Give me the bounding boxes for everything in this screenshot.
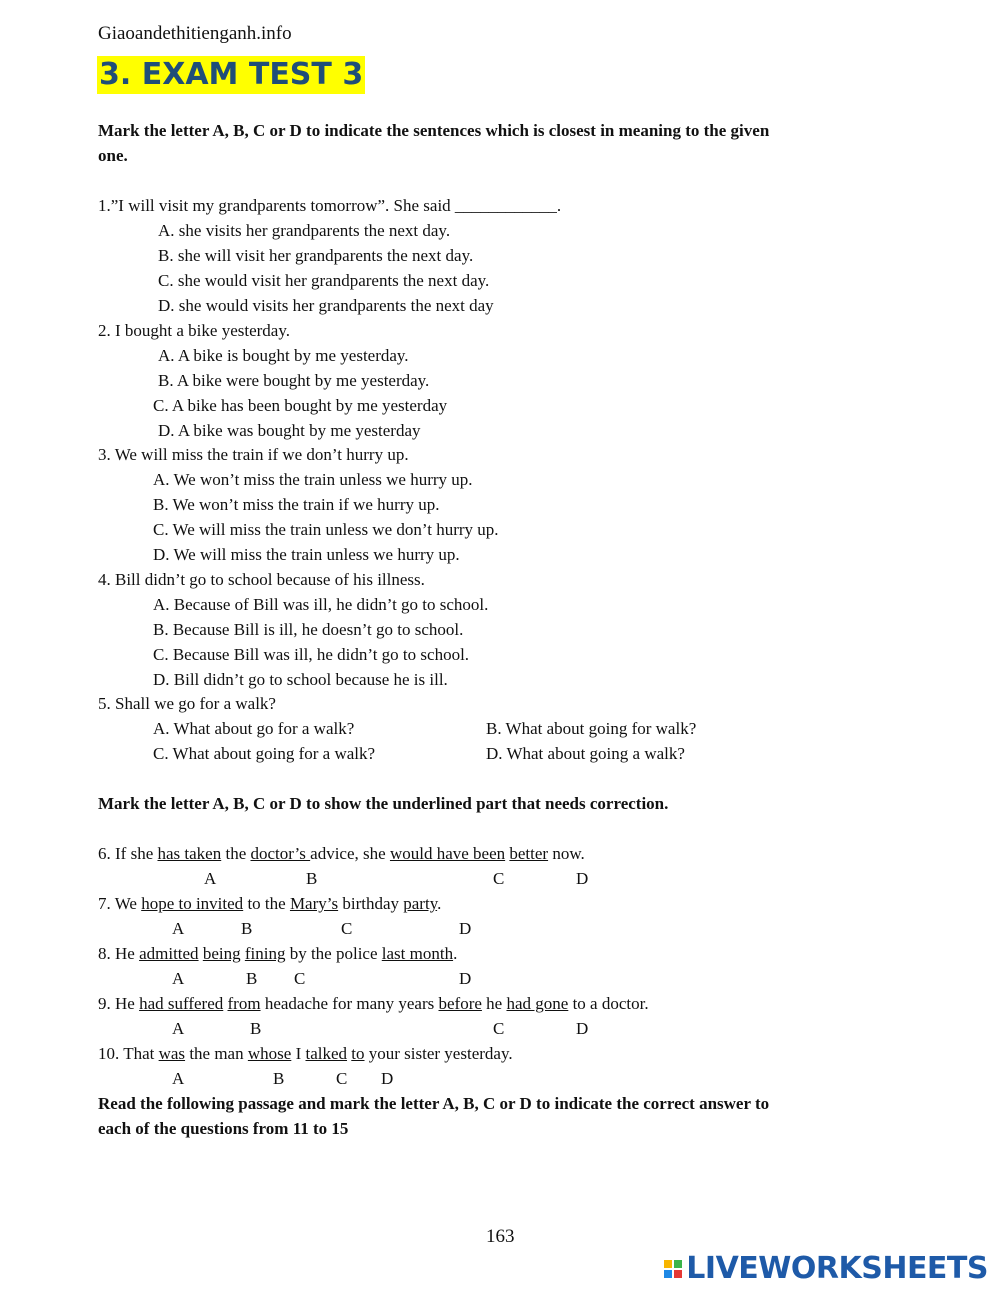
question-1-option-b: B. she will visit her grandparents the next day. <box>158 246 474 265</box>
section3-instruction-cont: each of the questions from 11 to 15 <box>98 1119 349 1138</box>
site-name: Giaoandethitienganh.info <box>98 23 292 44</box>
section3-instruction: Read the following passage and mark the letter A, B, C or D to indicate the correct answer to <box>98 1094 770 1113</box>
question-6-sentence: 6. If she has taken the doctor’s advice, she would have been better now. <box>98 844 585 863</box>
question-7-label-c: C <box>341 919 353 938</box>
question-7-sentence: 7. We hope to invited to the Mary’s birthday party. <box>98 894 442 913</box>
question-9-sentence: 9. He had suffered from headache for many years before he had gone to a doctor. <box>98 994 649 1013</box>
question-8-label-d: D <box>459 969 472 988</box>
liveworksheets-logo[interactable] <box>664 1251 988 1286</box>
question-10-label-a: A <box>172 1069 185 1088</box>
question-10-label-d: D <box>381 1069 394 1088</box>
page-title: 3. EXAM TEST 3 <box>99 57 364 92</box>
question-10-label-b: B <box>273 1069 285 1088</box>
section1-instruction: Mark the letter A, B, C or D to indicate the sentences which is closest in meaning to the given <box>98 121 770 140</box>
question-5-option-a: A. What about go for a walk? <box>153 719 355 738</box>
section1-instruction-cont: one. <box>98 146 128 165</box>
question-3-stem: 3. We will miss the train if we don’t hurry up. <box>98 445 409 464</box>
question-5-option-d: D. What about going a walk? <box>486 744 685 763</box>
question-7-label-d: D <box>459 919 472 938</box>
question-1-option-d: D. she would visits her grandparents the next day <box>158 296 494 315</box>
question-4-stem: 4. Bill didn’t go to school because of his illness. <box>98 570 425 589</box>
question-1-stem: 1.”I will visit my grandparents tomorrow”. She said ____________. <box>98 196 562 215</box>
question-4-option-a: A. Because of Bill was ill, he didn’t go to school. <box>153 595 489 614</box>
question-7-label-a: A <box>172 919 185 938</box>
question-8-sentence: 8. He admitted being fining by the police last month. <box>98 944 458 963</box>
question-2-option-b: B. A bike were bought by me yesterday. <box>158 371 430 390</box>
question-8-label-c: C <box>294 969 306 988</box>
question-2-option-c: C. A bike has been bought by me yesterday <box>153 396 448 415</box>
question-5-option-c: C. What about going for a walk? <box>153 744 376 763</box>
section2-instruction: Mark the letter A, B, C or D to show the underlined part that needs correction. <box>98 794 669 813</box>
question-5-option-b: B. What about going for walk? <box>486 719 697 738</box>
question-2-option-d: D. A bike was bought by me yesterday <box>158 421 421 440</box>
question-4-option-b: B. Because Bill is ill, he doesn’t go to school. <box>153 620 464 639</box>
question-3-option-a: A. We won’t miss the train unless we hurry up. <box>153 470 473 489</box>
question-2-option-a: A. A bike is bought by me yesterday. <box>158 346 409 365</box>
question-8-label-b: B <box>246 969 258 988</box>
question-2-stem: 2. I bought a bike yesterday. <box>98 321 290 340</box>
question-10-label-c: C <box>336 1069 348 1088</box>
question-9-label-a: A <box>172 1019 185 1038</box>
question-3-option-d: D. We will miss the train unless we hurry up. <box>153 545 460 564</box>
question-9-label-b: B <box>250 1019 262 1038</box>
question-9-label-c: C <box>493 1019 505 1038</box>
question-1-option-a: A. she visits her grandparents the next day. <box>158 221 451 240</box>
question-9-label-d: D <box>576 1019 589 1038</box>
question-3-option-b: B. We won’t miss the train if we hurry up. <box>153 495 440 514</box>
question-8-label-a: A <box>172 969 185 988</box>
page-number: 163 <box>486 1226 515 1247</box>
question-5-stem: 5. Shall we go for a walk? <box>98 694 276 713</box>
question-4-option-c: C. Because Bill was ill, he didn’t go to school. <box>153 645 470 664</box>
question-7-label-b: B <box>241 919 253 938</box>
question-6-label-a: A <box>204 869 217 888</box>
question-6-label-b: B <box>306 869 318 888</box>
question-10-sentence: 10. That was the man whose I talked to your sister yesterday. <box>98 1044 513 1063</box>
liveworksheets-logo-icon <box>664 1260 682 1278</box>
question-1-option-c: C. she would visit her grandparents the next day. <box>158 271 490 290</box>
question-4-option-d: D. Bill didn’t go to school because he is ill. <box>153 670 448 689</box>
question-6-label-d: D <box>576 869 589 888</box>
question-6-label-c: C <box>493 869 505 888</box>
liveworksheets-logo-text: LIVEWORKSHEETS <box>686 1251 988 1286</box>
question-3-option-c: C. We will miss the train unless we don’t hurry up. <box>153 520 499 539</box>
